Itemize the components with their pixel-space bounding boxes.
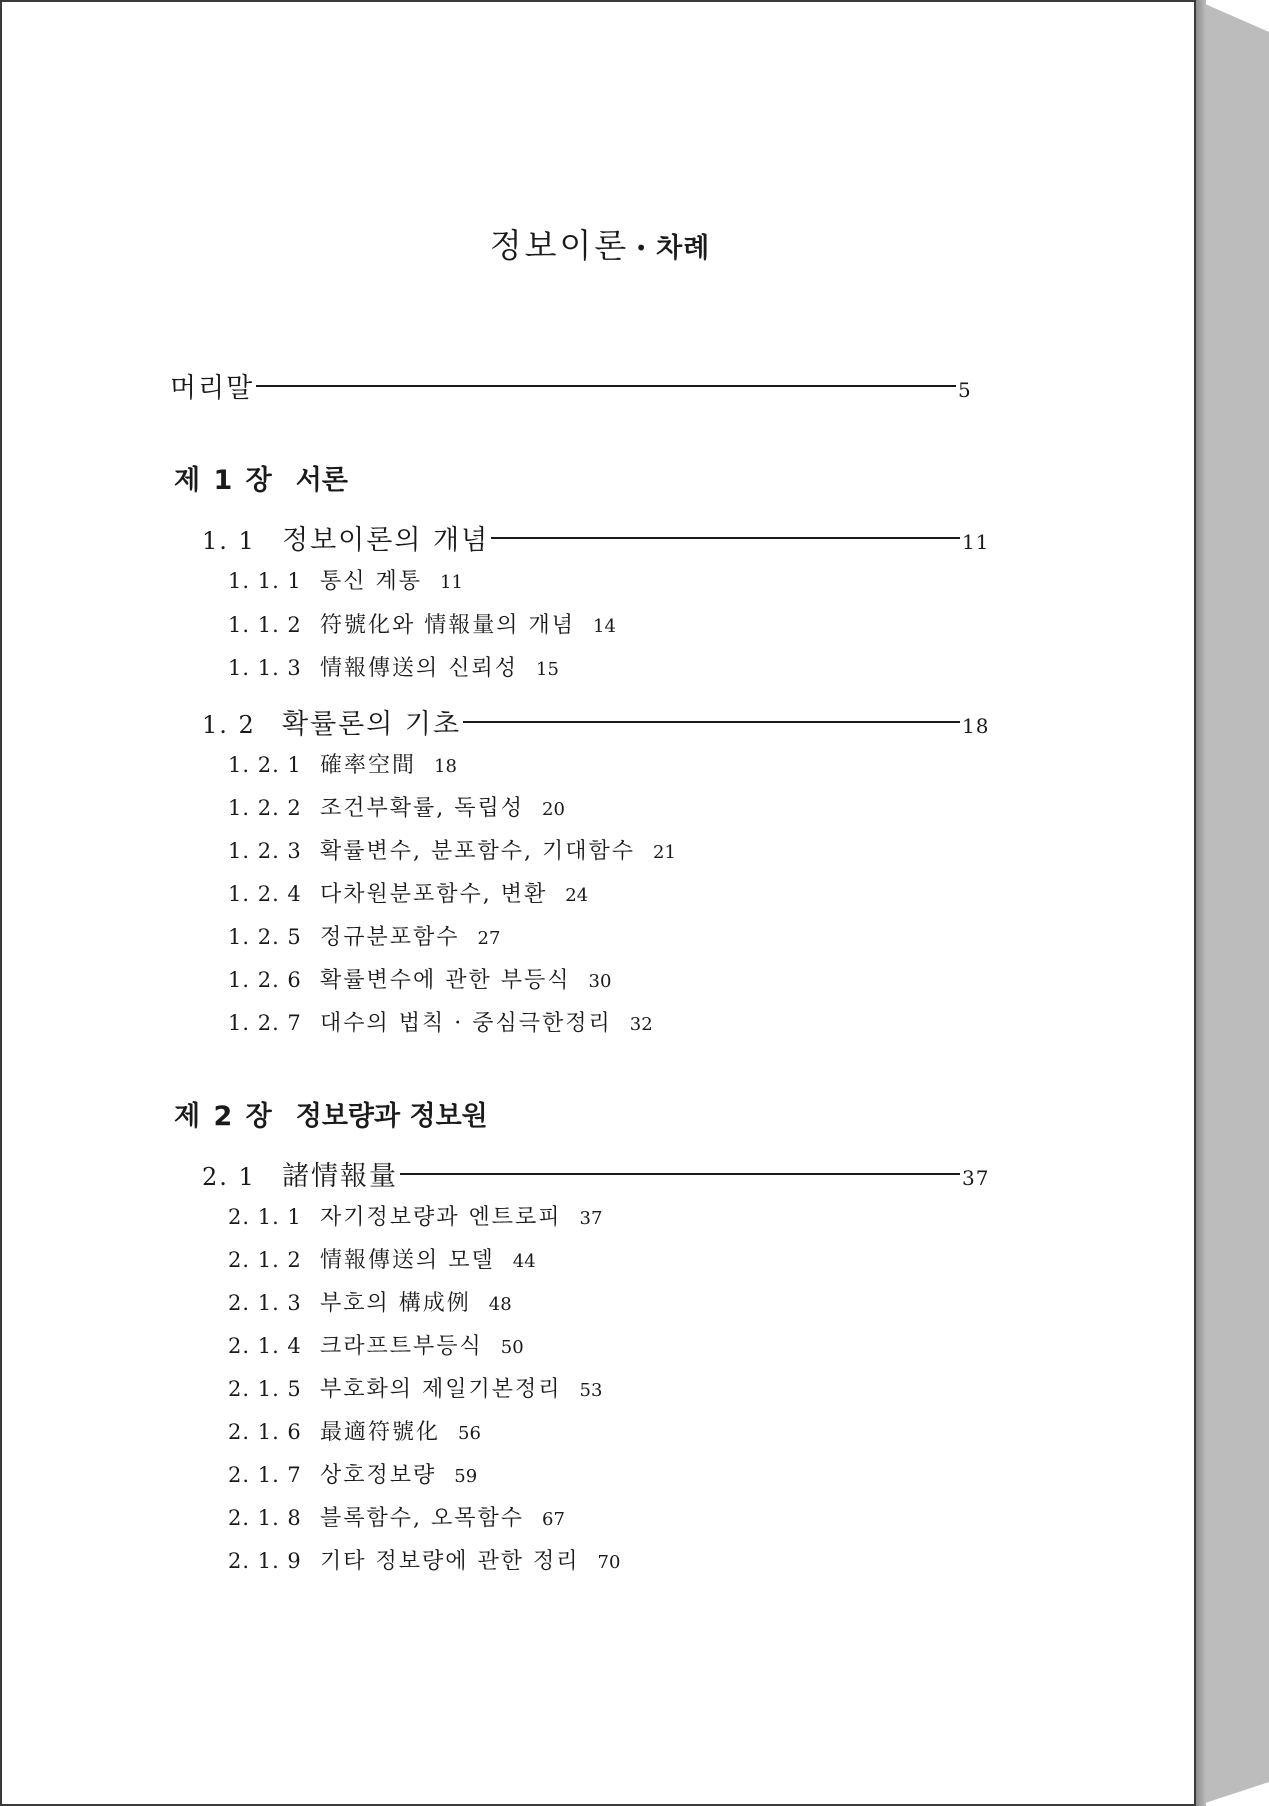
subsection-title: 다차원분포함수, 변환 — [320, 882, 548, 907]
subsection-page: 56 — [458, 1423, 481, 1444]
subsection-number: 2. 1. 5 — [228, 1377, 302, 1401]
toc-subsection-row[interactable] — [228, 1415, 481, 1446]
subsection-page: 15 — [536, 659, 559, 680]
subsection-number: 2. 1. 1 — [228, 1205, 302, 1229]
section-number: 1. 2 — [202, 711, 256, 739]
subsection-number: 1. 2. 2 — [228, 796, 302, 820]
subsection-number: 1. 1. 2 — [228, 613, 302, 637]
subsection-title: 情報傳送의 신뢰성 — [320, 656, 519, 681]
toc-subsection-row[interactable] — [228, 791, 565, 822]
page-edge-shadow — [1196, 0, 1269, 1806]
subsection-title: 확률변수, 분포함수, 기대함수 — [320, 839, 635, 864]
subsection-page: 53 — [579, 1380, 603, 1401]
subsection-title: 最適符號化 — [320, 1420, 441, 1445]
subsection-number: 1. 2. 7 — [228, 1011, 302, 1035]
toc-preface-row[interactable] — [170, 366, 988, 406]
subsection-title: 확률변수에 관한 부등식 — [320, 968, 571, 993]
toc-section-row[interactable] — [202, 518, 992, 558]
subsection-title: 確率空間 — [320, 753, 417, 778]
chapter-number: 제 2 장 — [174, 1101, 274, 1132]
page-edge-gradient — [1196, 0, 1206, 1806]
chapter-title: 정보량과 정보원 — [295, 1101, 488, 1132]
title-separator: • — [635, 236, 651, 260]
toc-subsection-row[interactable] — [228, 877, 588, 908]
subsection-page: 24 — [565, 885, 589, 906]
subsection-title: 조건부확률, 독립성 — [320, 796, 525, 821]
subsection-number: 1. 1. 3 — [228, 656, 302, 680]
toc-subsection-row[interactable] — [228, 1286, 512, 1317]
subsection-page: 59 — [454, 1466, 478, 1487]
subsection-page: 70 — [597, 1552, 621, 1573]
section-title: 정보이론의 개념 — [282, 525, 490, 556]
subsection-page: 44 — [512, 1251, 536, 1272]
toc-subsection-row[interactable] — [228, 564, 463, 595]
subsection-number: 1. 1. 1 — [228, 569, 302, 593]
leader-line — [400, 1173, 960, 1175]
section-title: 확률론의 기초 — [282, 709, 462, 740]
subsection-title: 대수의 법칙 · 중심극한정리 — [320, 1011, 612, 1036]
subsection-page: 21 — [653, 842, 676, 863]
subsection-number: 1. 2. 6 — [228, 968, 302, 992]
chapter-title: 서론 — [295, 465, 348, 496]
subsection-number: 1. 2. 3 — [228, 839, 302, 863]
page-title — [2, 220, 1198, 267]
chapter-heading — [174, 458, 348, 497]
toc-section-row[interactable] — [202, 1154, 992, 1194]
subsection-page: 11 — [440, 572, 463, 593]
section-number: 2. 1 — [202, 1163, 256, 1191]
preface-label: 머리말 — [170, 373, 255, 404]
subsection-number: 2. 1. 6 — [228, 1420, 302, 1444]
toc-subsection-row[interactable] — [228, 651, 559, 682]
section-page: 37 — [962, 1166, 990, 1190]
chapter-heading — [174, 1094, 488, 1133]
subsection-number: 2. 1. 9 — [228, 1549, 302, 1573]
leader-line — [463, 721, 960, 723]
toc-subsection-row[interactable] — [228, 963, 611, 994]
leader-line — [256, 385, 956, 387]
subsection-title: 크라프트부등식 — [320, 1334, 483, 1359]
section-title: 諸情報量 — [282, 1161, 398, 1192]
subsection-page: 67 — [542, 1509, 565, 1530]
toc-subsection-row[interactable] — [228, 1200, 602, 1231]
toc-subsection-row[interactable] — [228, 1006, 653, 1037]
subsection-page: 27 — [477, 928, 501, 949]
subsection-page: 37 — [579, 1208, 603, 1229]
section-page: 18 — [962, 714, 990, 738]
subsection-title: 符號化와 情報量의 개념 — [320, 613, 575, 638]
toc-subsection-row[interactable] — [228, 748, 457, 779]
toc-subsection-row[interactable] — [228, 1329, 524, 1360]
subsection-number: 2. 1. 7 — [228, 1463, 302, 1487]
title-subtitle: 차례 — [656, 233, 711, 264]
subsection-page: 50 — [500, 1337, 524, 1358]
toc-section-row[interactable] — [202, 702, 992, 742]
subsection-title: 정규분포함수 — [320, 925, 460, 950]
subsection-page: 32 — [629, 1014, 653, 1035]
subsection-number: 1. 2. 5 — [228, 925, 302, 949]
subsection-title: 情報傳送의 모델 — [320, 1248, 495, 1273]
toc-subsection-row[interactable] — [228, 608, 616, 639]
subsection-title: 통신 계통 — [320, 569, 423, 594]
toc-subsection-row[interactable] — [228, 1243, 536, 1274]
section-page: 11 — [962, 530, 990, 554]
subsection-title: 블록함수, 오목함수 — [320, 1506, 525, 1531]
subsection-title: 자기정보량과 엔트로피 — [320, 1205, 562, 1230]
subsection-number: 2. 1. 4 — [228, 1334, 302, 1358]
toc-subsection-row[interactable] — [228, 834, 676, 865]
toc-subsection-row[interactable] — [228, 1501, 565, 1532]
preface-page: 5 — [958, 378, 972, 402]
leader-line — [491, 537, 960, 539]
subsection-number: 1. 2. 4 — [228, 882, 302, 906]
subsection-number: 2. 1. 3 — [228, 1291, 302, 1315]
toc-subsection-row[interactable] — [228, 1544, 620, 1575]
subsection-number: 2. 1. 8 — [228, 1506, 302, 1530]
subsection-page: 30 — [588, 971, 612, 992]
subsection-page: 18 — [434, 756, 457, 777]
subsection-page: 48 — [488, 1294, 512, 1315]
section-number: 1. 1 — [202, 527, 256, 555]
toc-subsection-row[interactable] — [228, 1458, 477, 1489]
subsection-number: 1. 2. 1 — [228, 753, 302, 777]
chapter-number: 제 1 장 — [174, 465, 274, 496]
toc-subsection-row[interactable] — [228, 920, 500, 951]
subsection-page: 20 — [542, 799, 565, 820]
subsection-page: 14 — [593, 616, 616, 637]
toc-subsection-row[interactable] — [228, 1372, 602, 1403]
subsection-title: 기타 정보량에 관한 정리 — [320, 1549, 580, 1574]
subsection-title: 상호정보량 — [320, 1463, 437, 1488]
subsection-title: 부호화의 제일기본정리 — [320, 1377, 562, 1402]
subsection-number: 2. 1. 2 — [228, 1248, 302, 1272]
subsection-title: 부호의 構成例 — [320, 1291, 471, 1316]
title-text: 정보이론 — [489, 226, 630, 265]
